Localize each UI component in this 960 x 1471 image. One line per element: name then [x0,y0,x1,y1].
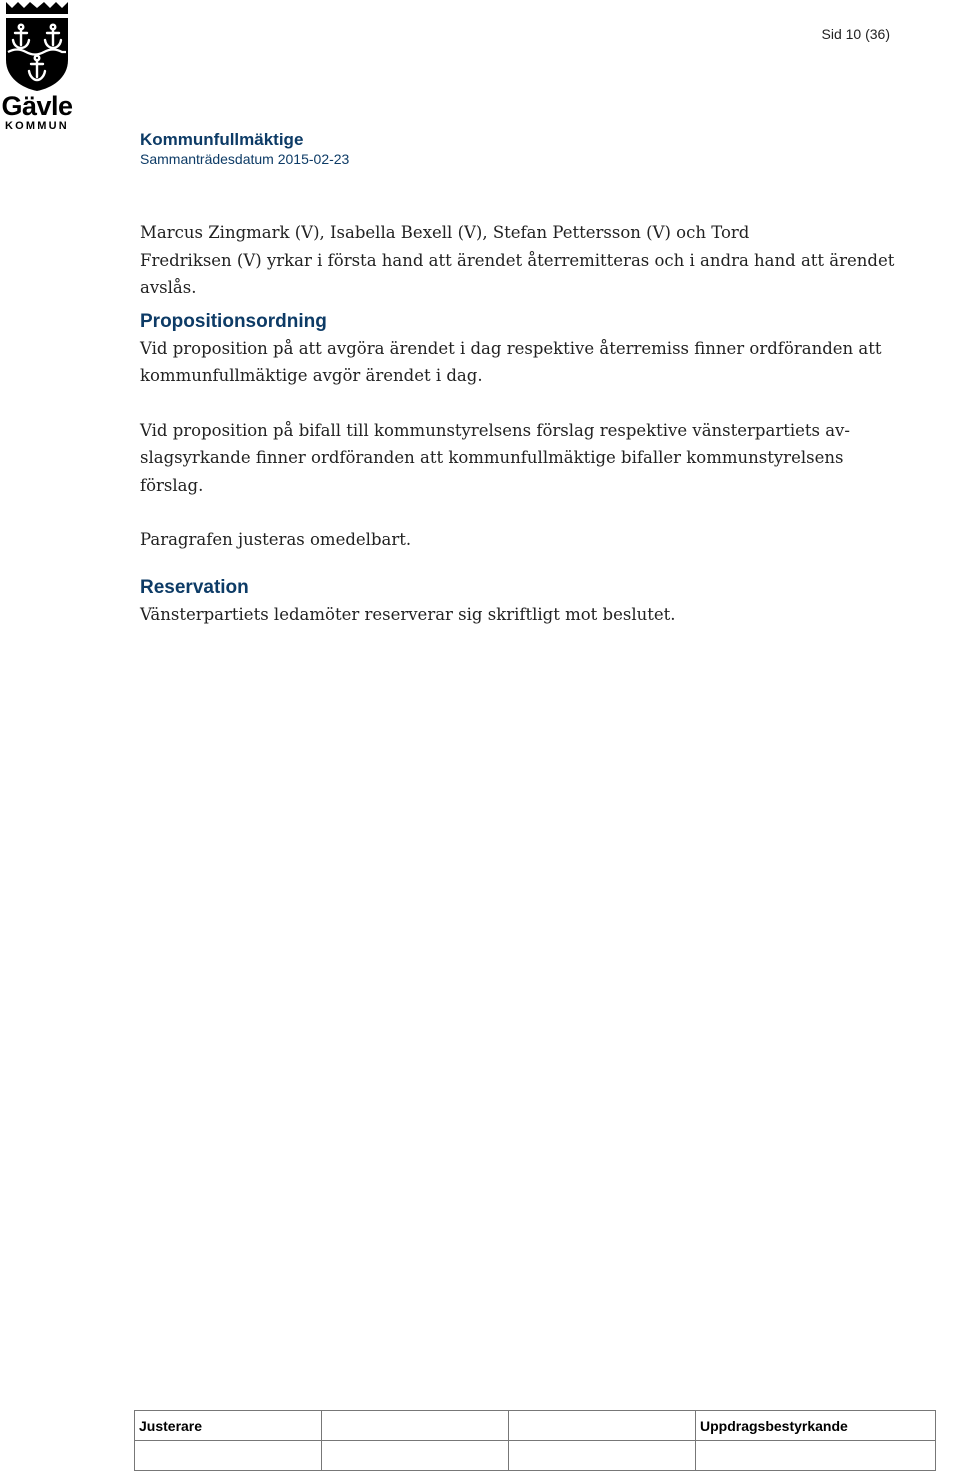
intro-line-3: avslås. [140,278,197,297]
prop2-line-1: Vid proposition på bifall till kommunstyrelsens förslag respektive vänsterpartiets av- [140,420,850,440]
prop1-line-2: kommunfullmäktige avgör ärendet i dag. [140,366,483,385]
uppdragsbestyrkande-label: Uppdragsbestyrkande [696,1411,936,1441]
signature-row [135,1441,936,1471]
prop2-line-3: förslag. [140,475,204,495]
document-title: Kommunfullmäktige [140,130,304,149]
heading-propositionsordning: Propositionsordning [140,310,327,332]
heading-reservation: Reservation [140,576,249,598]
signature-header-row [135,1411,936,1441]
signature-cell [509,1441,696,1471]
signature-cell [135,1441,322,1471]
proposition-paragraph-1 [140,335,940,390]
meeting-date: Sammanträdesdatum 2015-02-23 [140,151,350,167]
signature-table [134,1410,936,1471]
intro-paragraph [140,219,940,302]
intro-line-1: Marcus Zingmark (V), Isabella Bexell (V), Stefan Pettersson (V) och Tord [140,223,750,242]
signature-cell [696,1441,936,1471]
justeras-paragraph: Paragrafen justeras omedelbart. [140,530,412,549]
gavle-kommun-logo [0,0,74,134]
justerare-label: Justerare [135,1411,322,1441]
reservation-paragraph: Vänsterpartiets ledamöter reserverar sig skriftligt mot beslutet. [140,604,676,624]
signature-cell [509,1411,696,1441]
page-number: Sid 10 (36) [821,26,890,42]
proposition-paragraph-2 [140,417,940,500]
logo-sub: KOMMUN [5,120,69,132]
coat-of-arms-icon [0,0,74,92]
intro-line-2: Fredriksen (V) yrkar i första hand att ärendet återremitteras och i andra hand att ärendet [140,250,895,270]
prop2-line-2: slagsyrkande finner ordföranden att kommunfullmäktige bifaller kommunstyrelsens [140,448,844,467]
signature-cell [322,1411,509,1441]
prop1-line-1: Vid proposition på att avgöra ärendet i dag respektive återremiss finner ordföranden att [140,338,882,358]
document-body [140,219,940,628]
signature-cell [322,1441,509,1471]
logo-name: Gävle [1,91,73,121]
